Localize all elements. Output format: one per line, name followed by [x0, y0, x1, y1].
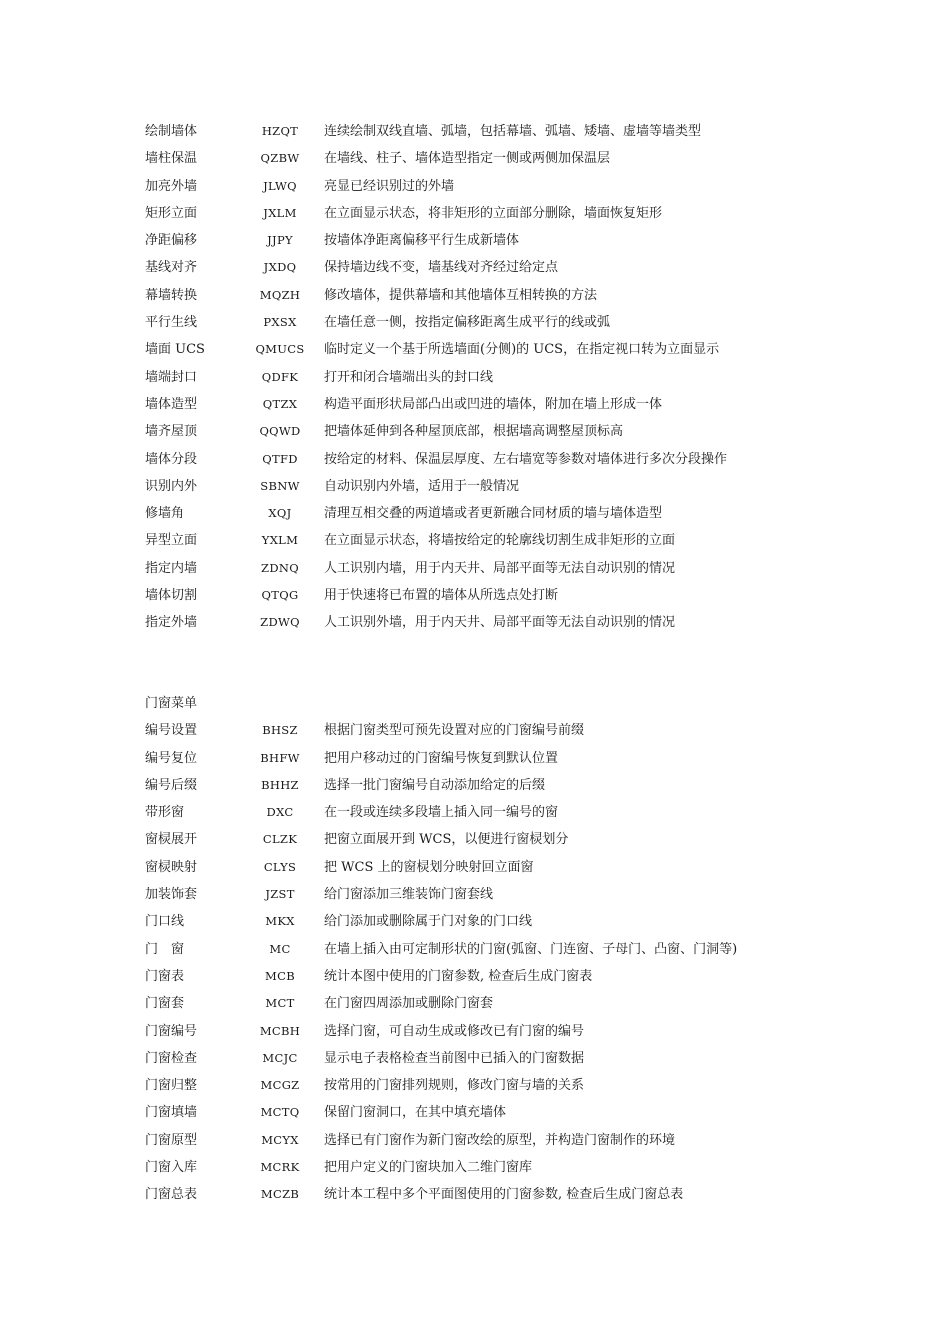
command-description: 在墙任意一侧，按指定偏移距离生成平行的线或弧: [324, 315, 611, 331]
command-row: [0, 881, 950, 908]
command-row: [0, 908, 950, 935]
command-name: 编号复位: [145, 750, 198, 766]
command-row: [0, 364, 950, 391]
command-code: MCYX: [261, 1132, 299, 1147]
command-name: 门窗总表: [145, 1187, 198, 1203]
command-description: 选择一批门窗编号自动添加给定的后缀: [324, 777, 546, 793]
command-description: 自动识别内外墙，适用于一般情况: [324, 478, 520, 494]
command-row: [0, 500, 950, 527]
command-row: [0, 772, 950, 799]
command-description: 选择门窗，可自动生成或修改已有门窗的编号: [324, 1023, 585, 1039]
command-name: 门窗套: [145, 996, 185, 1012]
command-code: QMUCS: [255, 342, 305, 357]
command-description: 在墙上插入由可定制形状的门窗(弧窗、门连窗、子母门、凸窗、门洞等): [324, 941, 738, 957]
command-name: 门口线: [145, 914, 185, 930]
command-code: ZDNQ: [261, 560, 299, 575]
command-code: BHHZ: [261, 777, 299, 792]
command-code: MQZH: [259, 287, 301, 302]
command-code: PXSX: [263, 315, 297, 330]
command-row: [0, 1018, 950, 1045]
command-row: [0, 1072, 950, 1099]
command-row: [0, 963, 950, 990]
command-row: [0, 1181, 950, 1208]
command-row: [0, 854, 950, 881]
command-name: 门窗表: [145, 968, 185, 984]
command-description: 给门窗添加三维装饰门窗套线: [324, 887, 494, 903]
command-name: 墙体造型: [145, 396, 198, 412]
command-description: 在立面显示状态，将墙按给定的轮廓线切割生成非矩形的立面: [324, 533, 676, 549]
command-code: BHSZ: [262, 723, 298, 738]
door-menu-title: 门窗菜单: [145, 696, 198, 711]
command-name: 指定外墙: [145, 615, 198, 631]
command-row: [0, 527, 950, 554]
command-code: MCRK: [260, 1160, 300, 1175]
command-description: 连续绘制双线直墙、弧墙，包括幕墙、弧墙、矮墙、虚墙等墙类型: [324, 124, 702, 139]
command-name: 平行生线: [145, 315, 198, 331]
command-name: 门窗填墙: [145, 1105, 198, 1121]
command-name: 净距偏移: [145, 233, 198, 249]
command-name: 门窗归整: [145, 1078, 198, 1094]
command-description: 构造平面形状局部凸出或凹进的墙体，附加在墙上形成一体: [324, 396, 663, 412]
command-name: 识别内外: [145, 478, 198, 494]
command-code: MCTQ: [260, 1105, 300, 1120]
command-name: 基线对齐: [145, 260, 198, 276]
command-description: 把用户移动过的门窗编号恢复到默认位置: [324, 750, 559, 766]
command-row: [0, 1099, 950, 1126]
command-code: MCGZ: [260, 1078, 300, 1093]
command-row: [0, 826, 950, 853]
command-code: MKX: [265, 914, 295, 929]
command-description: 根据门窗类型可预先设置对应的门窗编号前缀: [324, 723, 585, 739]
command-description: 人工识别内墙，用于内天井、局部平面等无法自动识别的情况: [324, 560, 676, 576]
command-name: 带形窗: [145, 805, 185, 821]
command-row: [0, 990, 950, 1017]
command-name: 窗棂展开: [145, 832, 198, 848]
command-code: JJPY: [267, 233, 293, 248]
command-description: 保留门窗洞口，在其中填充墙体: [324, 1105, 507, 1121]
command-code: CLZK: [262, 832, 298, 847]
command-code: XQJ: [268, 506, 292, 521]
command-name: 门 窗: [145, 941, 185, 957]
command-row: [0, 282, 950, 309]
command-code: MC: [269, 941, 291, 956]
command-description: 清理互相交叠的两道墙或者更新融合同材质的墙与墙体造型: [324, 506, 663, 522]
command-row: [0, 1045, 950, 1072]
command-description: 按常用的门窗排列规则，修改门窗与墙的关系: [324, 1078, 585, 1094]
command-description: 统计本图中使用的门窗参数, 检查后生成门窗表: [324, 968, 593, 984]
command-name: 绘制墙体: [145, 124, 198, 139]
command-row: [0, 609, 950, 636]
command-code: SBNW: [260, 478, 300, 493]
command-row: [0, 309, 950, 336]
command-code: MCJC: [262, 1050, 298, 1065]
command-name: 编号设置: [145, 723, 198, 739]
command-code: MCZB: [260, 1187, 300, 1202]
command-name: 门窗入库: [145, 1160, 198, 1176]
command-row: [0, 717, 950, 744]
command-row: [0, 936, 950, 963]
command-description: 按墙体净距离偏移平行生成新墙体: [324, 233, 520, 249]
command-code: JXLM: [263, 205, 297, 220]
command-description: 给门添加或删除属于门对象的门口线: [324, 914, 533, 930]
command-row: [0, 118, 950, 145]
command-row: [0, 336, 950, 363]
command-description: 把窗立面展开到 WCS，以便进行窗棂划分: [324, 832, 569, 848]
command-description: 人工识别外墙，用于内天井、局部平面等无法自动识别的情况: [324, 615, 676, 631]
command-name: 指定内墙: [145, 560, 198, 576]
command-row: [0, 582, 950, 609]
command-description: 打开和闭合墙端出头的封口线: [324, 369, 494, 385]
command-row: [0, 446, 950, 473]
command-name: 矩形立面: [145, 205, 198, 221]
command-row: [0, 391, 950, 418]
command-name: 修墙角: [145, 506, 185, 522]
command-name: 门窗编号: [145, 1023, 198, 1039]
command-code: HZQT: [261, 124, 299, 138]
command-row: [0, 799, 950, 826]
command-name: 加亮外墙: [145, 178, 198, 194]
command-row: [0, 173, 950, 200]
wall-command-list: [0, 118, 950, 637]
command-code: QQWD: [259, 424, 301, 439]
command-name: 窗棂映射: [145, 859, 198, 875]
door-command-list: [0, 717, 950, 1208]
command-code: ZDWQ: [260, 615, 300, 630]
command-row: [0, 200, 950, 227]
command-name: 幕墙转换: [145, 287, 198, 303]
command-row: [0, 745, 950, 772]
command-row: [0, 1127, 950, 1154]
command-description: 修改墙体，提供幕墙和其他墙体互相转换的方法: [324, 287, 598, 303]
command-name: 墙端封口: [145, 369, 198, 385]
command-description: 把 WCS 上的窗棂划分映射回立面窗: [324, 859, 534, 875]
command-description: 保持墙边线不变，墙基线对齐经过给定点: [324, 260, 559, 276]
command-description: 在立面显示状态，将非矩形的立面部分删除，墙面恢复矩形: [324, 205, 663, 221]
command-code: MCT: [265, 996, 295, 1011]
command-description: 用于快速将已布置的墙体从所选点处打断: [324, 588, 559, 604]
command-description: 把墙体延伸到各种屋顶底部，根据墙高调整屋顶标高: [324, 424, 624, 440]
command-row: [0, 254, 950, 281]
command-name: 墙柱保温: [145, 151, 198, 167]
command-code: QZBW: [260, 151, 300, 166]
command-row: [0, 418, 950, 445]
command-row: [0, 555, 950, 582]
door-menu-heading: [0, 690, 950, 717]
command-name: 门窗检查: [145, 1050, 198, 1066]
command-description: 按给定的材料、保温层厚度、左右墙宽等参数对墙体进行多次分段操作: [324, 451, 728, 467]
command-code: DXC: [266, 805, 294, 820]
command-code: MCB: [265, 968, 295, 983]
command-name: 墙体分段: [145, 451, 198, 467]
command-description: 在门窗四周添加或删除门窗套: [324, 996, 494, 1012]
command-description: 统计本工程中多个平面图使用的门窗参数, 检查后生成门窗总表: [324, 1187, 684, 1203]
command-name: 异型立面: [145, 533, 198, 549]
command-name: 门窗原型: [145, 1132, 198, 1148]
command-row: [0, 227, 950, 254]
command-description: 在墙线、柱子、墙体造型指定一侧或两侧加保温层: [324, 151, 611, 167]
command-name: 墙体切割: [145, 588, 198, 604]
command-code: YXLM: [261, 533, 299, 548]
command-name: 加装饰套: [145, 887, 198, 903]
command-description: 在一段或连续多段墙上插入同一编号的窗: [324, 805, 559, 821]
command-code: JZST: [265, 887, 295, 902]
command-description: 把用户定义的门窗块加入二维门窗库: [324, 1160, 533, 1176]
door-menu-section: [0, 690, 950, 1209]
command-code: MCBH: [259, 1023, 301, 1038]
command-row: [0, 145, 950, 172]
command-row: [0, 473, 950, 500]
command-name: 编号后缀: [145, 777, 198, 793]
command-code: JLWQ: [263, 178, 297, 193]
command-code: CLYS: [263, 859, 297, 874]
command-code: JXDQ: [263, 260, 297, 275]
command-row: [0, 1154, 950, 1181]
command-description: 显示电子表格检查当前图中已插入的门窗数据: [324, 1050, 585, 1066]
command-code: QTQG: [261, 588, 299, 603]
command-name: 墙齐屋顶: [145, 424, 198, 440]
command-code: QTFD: [262, 451, 298, 466]
command-code: QDFK: [261, 369, 299, 384]
command-description: 临时定义一个基于所选墙面(分侧)的 UCS，在指定视口转为立面显示: [324, 342, 720, 358]
command-description: 亮显已经识别过的外墙: [324, 178, 455, 194]
command-code: BHFW: [260, 750, 300, 765]
command-description: 选择已有门窗作为新门窗改绘的原型，并构造门窗制作的环境: [324, 1132, 676, 1148]
command-name: 墙面 UCS: [145, 342, 205, 358]
command-code: QTZX: [262, 396, 298, 411]
